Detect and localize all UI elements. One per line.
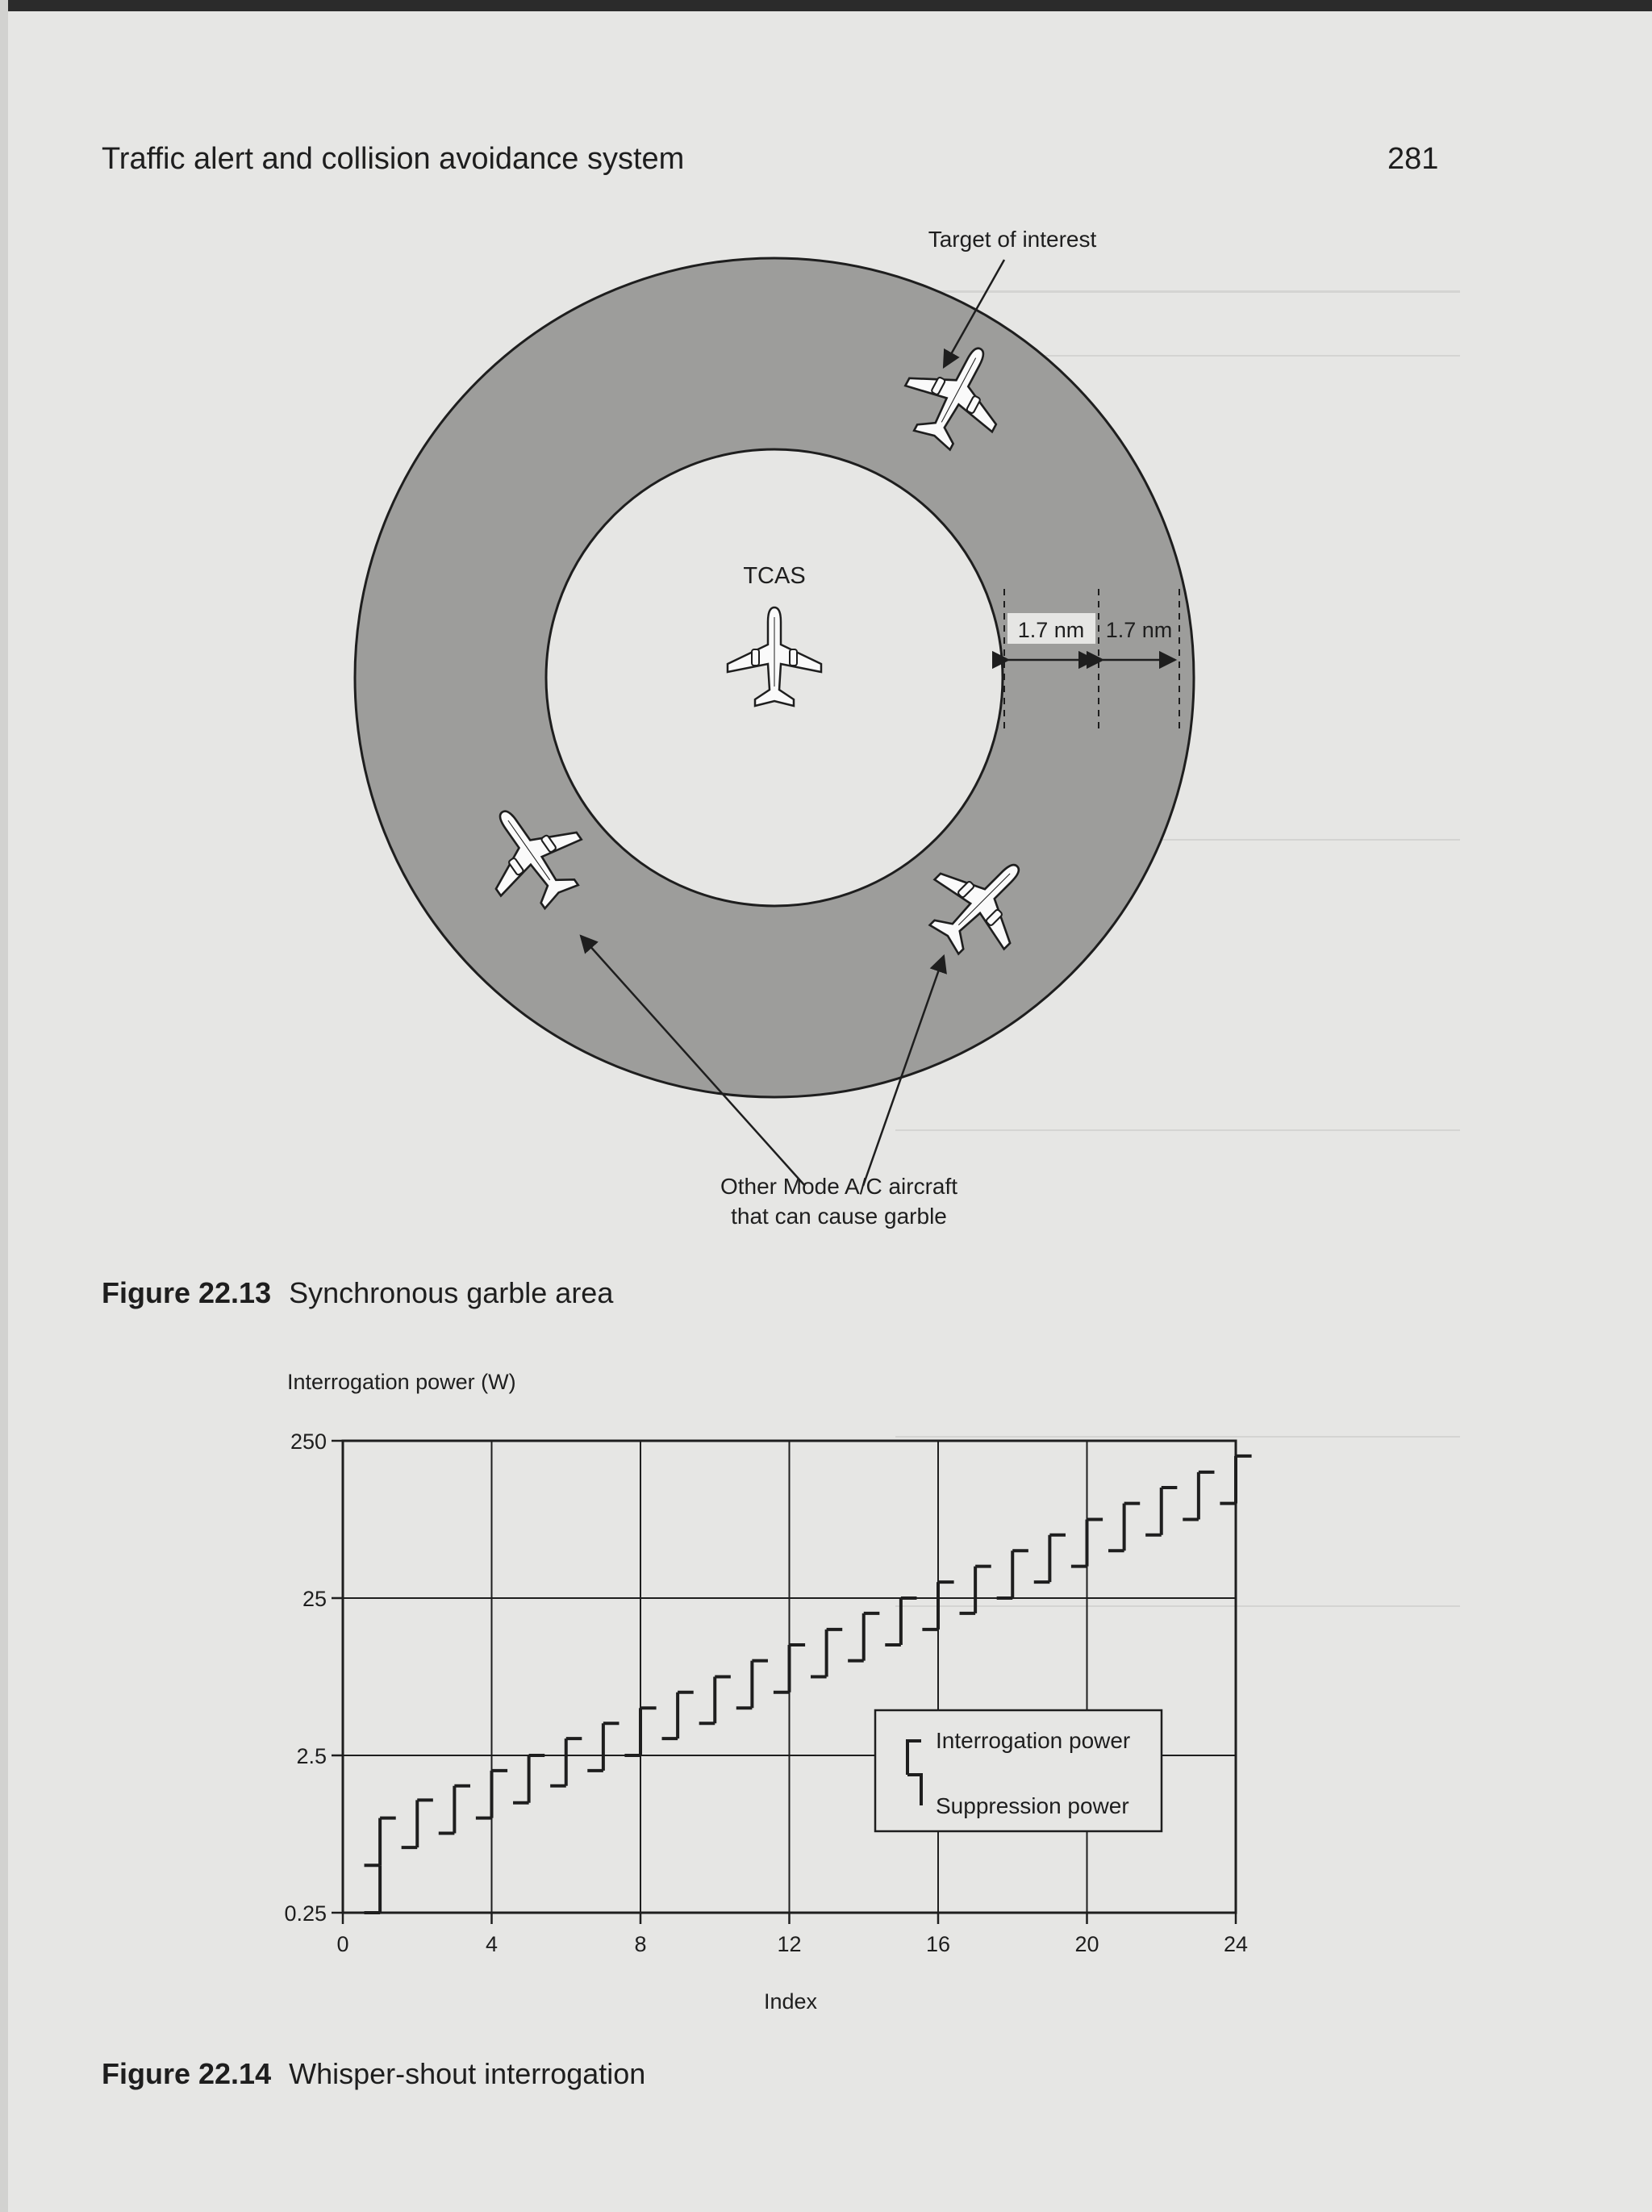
dim-label-outer: 1.7 nm [1105,618,1173,642]
chart-series [365,1456,1252,1913]
garble-label-line1: Other Mode A/C aircraft [720,1174,958,1199]
figure-22-13-number: Figure 22.13 [102,1276,272,1309]
dim-label-inner: 1.7 nm [1017,618,1085,642]
figure-22-13-title: Synchronous garble area [289,1276,614,1309]
figure-22-13-caption [102,1276,613,1310]
chart-legend [875,1710,1162,1831]
x-tick-label-8: 8 [634,1932,647,1956]
y-tick-label-250: 250 [290,1429,327,1454]
y-tick-label-0.25: 0.25 [284,1901,327,1926]
legend-interrogation-label: Interrogation power [936,1728,1131,1753]
figure-22-14-number: Figure 22.14 [102,2057,272,2090]
target-label: Target of interest [928,227,1097,252]
y-tick-label-25: 25 [302,1587,327,1611]
y-tick-label-2.5: 2.5 [296,1744,327,1768]
x-tick-label-4: 4 [485,1932,499,1956]
running-head: Traffic alert and collision avoidance system [102,142,685,176]
y-axis-title: Interrogation power (W) [287,1370,516,1394]
x-tick-label-24: 24 [1223,1932,1249,1956]
x-tick-label-20: 20 [1074,1932,1099,1956]
chart-ticks [284,1429,1248,1956]
whisper-shout-chart [284,1370,1251,2014]
tcas-label: TCAS [743,563,806,589]
figure-22-14-title: Whisper-shout interrogation [289,2057,646,2090]
x-tick-label-0: 0 [336,1932,349,1956]
legend-suppression-label: Suppression power [936,1793,1129,1818]
x-tick-label-12: 12 [777,1932,802,1956]
page-number: 281 [1387,142,1439,176]
garble-label-line2: that can cause garble [731,1204,947,1229]
figure-22-14-caption [102,2057,645,2091]
garble-diagram [355,227,1194,1229]
x-tick-label-16: 16 [925,1932,951,1956]
x-axis-title: Index [763,1989,818,2014]
